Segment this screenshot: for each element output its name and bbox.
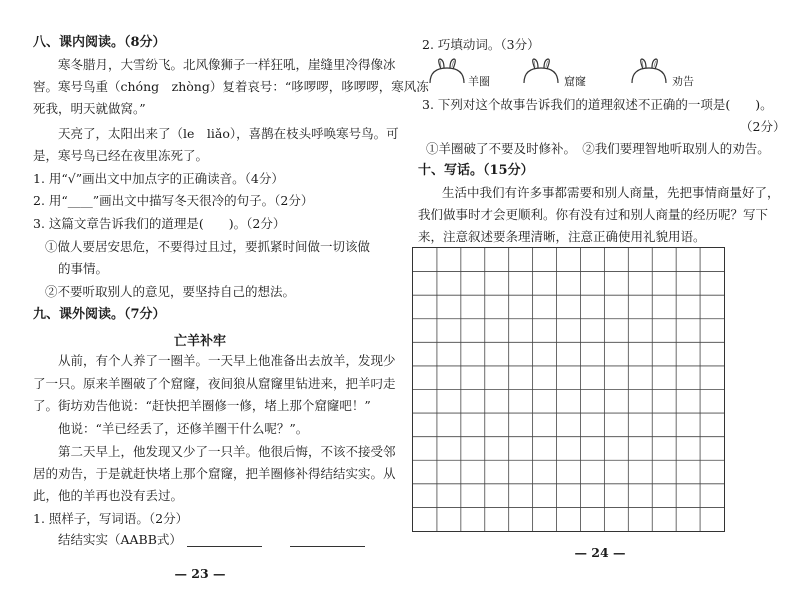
r-question-3-options: ①羊圈破了不要及时修补。 ②我们要理智地听取别人的劝告。 [426, 141, 770, 156]
rabbit-head-icon [522, 58, 560, 84]
s8-paragraph-line: 寒冬腊月，大雪纷飞。北风像狮子一样狂吼，崖缝里冷得像冰 [58, 57, 396, 72]
s9-paragraph-line: 了一只。原来羊圈破了个窟窿，夜间狼从窟窿里钻进来，把羊叼走 [33, 376, 396, 391]
s8-paragraph-line: 是，寒号鸟已经在夜里冻死了。 [33, 148, 209, 163]
rabbit-label: 羊圈 [468, 75, 490, 88]
section-8-title: 八、课内阅读。（8分） [33, 35, 166, 50]
s8-option-1-cont: 的事情。 [58, 261, 109, 276]
s10-prompt-line: 我们做事时才会更顺利。你有没有过和别人商量的经历呢？写下 [418, 207, 769, 222]
s8-paragraph-line: 死我，明天就做窝。” [33, 101, 146, 116]
s9-paragraph-line: 了。街坊劝告他说：“赶快把羊圈修一修，堵上那个窟窿吧！” [33, 398, 371, 413]
s10-prompt-line: 来，注意叙述要条理清晰，注意正确使用礼貌用语。 [418, 229, 706, 244]
page-number: — 24 — [574, 545, 626, 560]
s8-question-3: 3. 这篇文章告诉我们的道理是( )。（2分） [33, 216, 286, 231]
s8-question-2: 2. 用“____”画出文中描写冬天很冷的句子。（2分） [33, 193, 314, 208]
s8-question-1: 1. 用“√”画出文中加点字的正确读音。（4分） [33, 171, 284, 186]
section-10-title: 十、写话。（15分） [418, 163, 534, 178]
r-question-3-score: （2分） [740, 119, 786, 134]
s9-paragraph-line: 此，他的羊再也没有丢过。 [33, 488, 184, 503]
s9-paragraph-line: 居的劝告，于是就赶快堵上那个窟窿，把羊圈修补得结结实实。从 [33, 466, 396, 481]
s9-paragraph-line: 第二天早上，他发现又少了一只羊。他很后悔，不该不接受邻 [58, 444, 396, 459]
page-number: — 23 — [174, 566, 226, 581]
rabbit-head-icon [428, 58, 466, 84]
s8-paragraph-line: 天亮了，太阳出来了（le liǎo），喜鹊在枝头呼唤寒号鸟。可 [58, 126, 399, 141]
s8-paragraph-line: 窖。寒号鸟重（chóng zhòng）复着哀号：“哆啰啰，哆啰啰，寒风冻 [33, 79, 429, 94]
section-9-title: 九、课外阅读。（7分） [33, 307, 166, 322]
rabbit-label: 窟窿 [564, 75, 586, 88]
answer-blank[interactable] [187, 546, 262, 547]
answer-blank[interactable] [290, 546, 365, 547]
rabbit-label: 劝告 [672, 75, 694, 88]
s8-option-1: ①做人要居安思危，不要得过且过，要抓紧时间做一切该做 [45, 239, 371, 254]
writing-grid[interactable] [412, 247, 725, 532]
s9-question-1: 1. 照样子，写词语。（2分） [33, 511, 189, 526]
rabbit-head-icon [630, 58, 668, 84]
s9-paragraph-line: 从前，有个人养了一圈羊。一天早上他准备出去放羊，发现少 [58, 353, 396, 368]
s9-paragraph-line: 他说：“羊已经丢了，还修羊圈干什么呢？”。 [58, 421, 309, 436]
r-question-2: 2. 巧填动词。（3分） [422, 37, 540, 52]
r-question-3: 3. 下列对这个故事告诉我们的道理叙述不正确的一项是( )。 [422, 97, 773, 112]
story-title: 亡羊补牢 [173, 334, 226, 349]
s10-prompt-line: 生活中我们有许多事都需要和别人商量，先把事情商量好了， [442, 185, 780, 200]
s8-option-2: ②不要听取别人的意见，要坚持自己的想法。 [45, 284, 296, 299]
s9-example: 结结实实（AABB式） [58, 532, 182, 547]
